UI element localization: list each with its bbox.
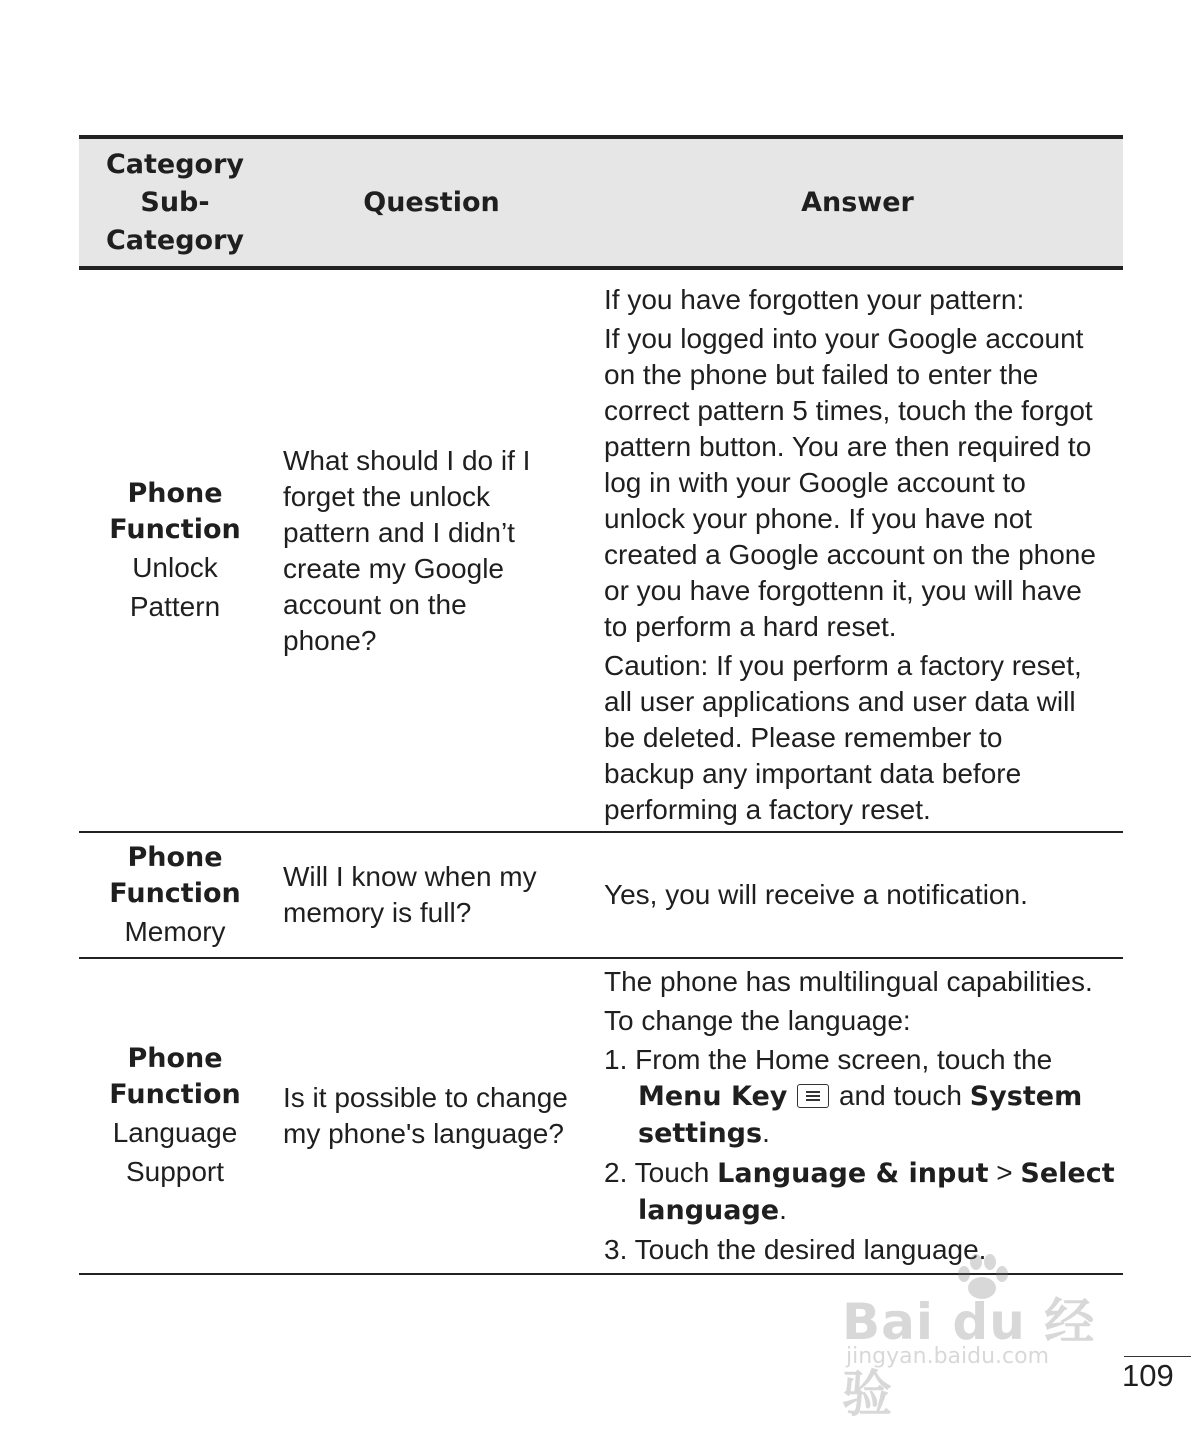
answer-cell: Yes, you will receive a notification.	[604, 879, 1028, 910]
baidu-watermark	[842, 1252, 1122, 1423]
category-cell: Phone Function Language Support	[109, 1043, 241, 1187]
step-3: 3. Touch the desired language.	[604, 1234, 987, 1265]
step-1: 1. From the Home screen, touch the Menu Key and touch System settings.	[604, 1044, 1083, 1149]
table-header	[79, 135, 1123, 270]
table-row	[79, 270, 1123, 833]
faq-table	[79, 135, 1123, 1275]
table-row	[79, 959, 1123, 1275]
watermark-logo: Bai du 经验	[842, 1293, 1096, 1423]
answer-cell: If you have forgotten your pattern: If you logged into your Google account on the phone but failed to enter the correct pattern 5 times, touch the forgot pattern button. You are then required to log in with your Google account to unlock your phone. If you have not created a Google account on the phone or you have forgottenn it, you will have to perform a hard reset. Caution: If you perform a factory reset, all user applications and user data will be deleted. Please remember to backup any important data before performing a factory reset.	[604, 284, 1096, 825]
question-cell: Is it possible to change my phone's language?	[283, 1082, 568, 1149]
header-answer: Answer	[801, 186, 914, 218]
question-cell: Will I know when my memory is full?	[283, 861, 537, 928]
page-number: 109	[1122, 1358, 1174, 1393]
header-category: Category Sub- Category	[105, 148, 245, 256]
category-cell: Phone Function Memory	[109, 841, 241, 947]
table-row	[79, 833, 1123, 959]
menu-key-icon	[797, 1084, 829, 1108]
header-question: Question	[363, 186, 500, 218]
question-cell: What should I do if I forget the unlock pattern and I didn’t create my Google account on the phone?	[283, 444, 531, 656]
watermark-url: jingyan.baidu.com	[846, 1344, 1050, 1369]
answer-cell: The phone has multilingual capabilities. To change the language: 1. From the Home screen, touch the Menu Key and touch System settings. 2. Touch Language & input > Select language. 3. Touch the desired language.	[592, 959, 1123, 1273]
page-number-rule	[1124, 1356, 1191, 1357]
step-2: 2. Touch Language & input > Select language.	[604, 1157, 1115, 1226]
category-cell: Phone Function Unlock Pattern	[109, 477, 241, 622]
